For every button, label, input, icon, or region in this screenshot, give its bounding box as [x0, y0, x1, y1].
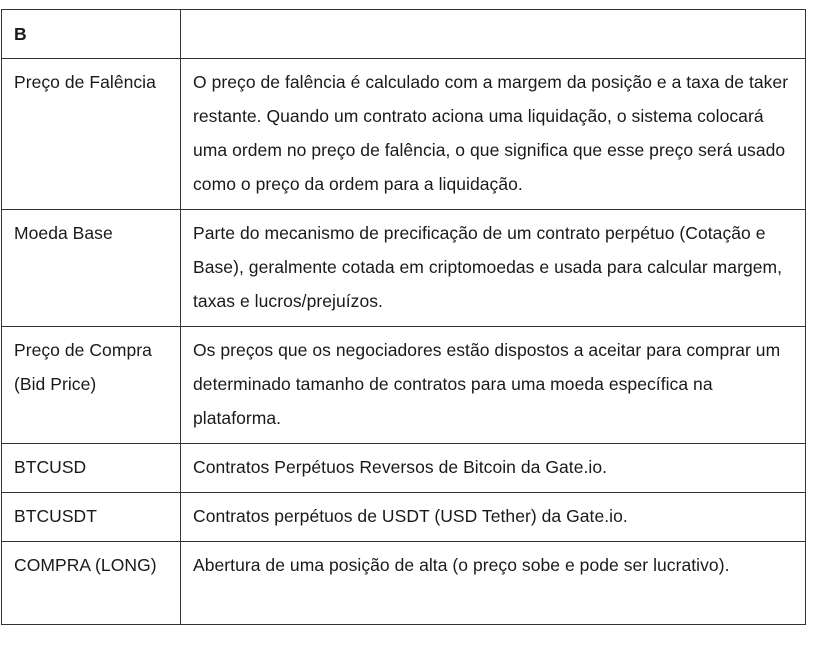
term-cell: Moeda Base — [2, 210, 181, 327]
term-cell: Preço de Compra (Bid Price) — [2, 327, 181, 444]
section-header-blank — [181, 10, 806, 59]
section-header-row — [2, 10, 806, 59]
definition-cell: Os preços que os negociadores estão dispostos a aceitar para comprar um determinado tamanho de contratos para uma moeda específica na plataforma. — [181, 327, 806, 444]
term-cell: Preço de Falência — [2, 59, 181, 210]
table-row — [2, 59, 806, 210]
term-cell: BTCUSD — [2, 444, 181, 493]
table-row — [2, 327, 806, 444]
table-row — [2, 444, 806, 493]
table-row — [2, 542, 806, 625]
definition-cell: Parte do mecanismo de precificação de um contrato perpétuo (Cotação e Base), geralmente cotada em criptomoedas e usada para calcular margem, taxas e lucros/prejuízos. — [181, 210, 806, 327]
definition-cell: O preço de falência é calculado com a margem da posição e a taxa de taker restante. Quando um contrato aciona uma liquidação, o sistema colocará uma ordem no preço de falência, o que significa que esse preço será usado como o preço da ordem para a liquidação. — [181, 59, 806, 210]
table-row — [2, 493, 806, 542]
section-letter: B — [2, 10, 181, 59]
term-cell: COMPRA (LONG) — [2, 542, 181, 625]
table-row — [2, 210, 806, 327]
definition-cell: Contratos Perpétuos Reversos de Bitcoin da Gate.io. — [181, 444, 806, 493]
definition-cell: Contratos perpétuos de USDT (USD Tether) da Gate.io. — [181, 493, 806, 542]
glossary-table — [1, 9, 806, 625]
term-cell: BTCUSDT — [2, 493, 181, 542]
definition-cell: Abertura de uma posição de alta (o preço sobe e pode ser lucrativo). — [181, 542, 806, 625]
